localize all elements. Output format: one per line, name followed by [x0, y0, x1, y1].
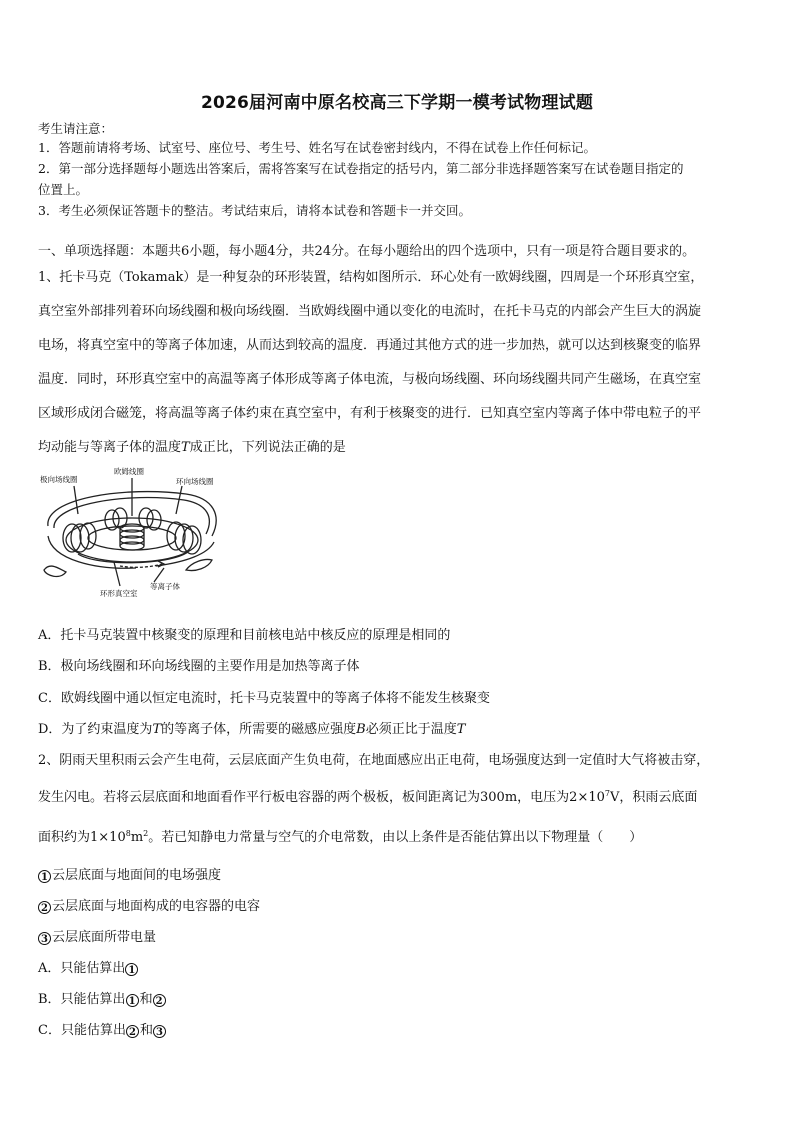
label-toroidal-coil: 环向场线圈	[176, 477, 214, 486]
section-heading: 一、单项选择题：本题共6小题，每小题4分，共24分。在每小题给出的四个选项中，只有一项是符合题目要求的。	[38, 244, 696, 259]
question-1-line-last: 均动能与等离子体的温度T成正比，下列说法正确的是	[38, 440, 346, 455]
distance-value: 300m	[480, 790, 518, 805]
question-2-option-b: B．只能估算出 1 和 2	[38, 988, 167, 1007]
circled-number: 2	[153, 994, 166, 1007]
question-1-option-b: B．极向场线圈和环向场线圈的主要作用是加热等离子体	[38, 659, 360, 674]
circled-number: 1	[125, 963, 138, 976]
question-1-line: 真空室外部排列着环向场线圈和极向场线圈．当欧姆线圈中通以变化的电流时，在托卡马克的内部会产生巨大的涡旋	[38, 304, 702, 319]
question-1-line: 温度．同时，环形真空室中的高温等离子体形成等离子体电流，与极向场线圈、环向场线圈共同产生磁场，在真空室	[38, 372, 702, 387]
question-1-option-c: C．欧姆线圈中通以恒定电流时，托卡马克装置中的等离子体将不能发生核聚变	[38, 691, 490, 706]
notice-item-2: 2．第一部分选择题每小题选出答案后，需将答案写在试卷指定的括号内，第二部分非选择题答案写在试卷题目指定的	[38, 161, 684, 176]
question-2-line-3: 面积约为$1\times 10^8m^2$。若已知静电力常量与空气的介电常数，由以上条件是否能估算出以下物理量（ ）	[38, 829, 643, 845]
page-title: 2026届河南中原名校高三下学期一模考试物理试题	[200, 93, 594, 113]
variable-T: T	[181, 440, 190, 455]
variable-B: B	[356, 722, 366, 737]
circled-number: 1	[38, 870, 51, 883]
question-2-option-a: A．只能估算出 1	[38, 957, 139, 976]
label-ohmic-coil: 欧姆线圈	[114, 467, 144, 476]
question-1-line: 电场，将真空室中的等离子体加速，从而达到较高的温度．再通过其他方式的进一步加热，就可以达到核聚变的临界	[38, 338, 702, 353]
tokamak-figure	[36, 458, 226, 598]
question-2-line-2: 发生闪电。若将云层底面和地面看作平行板电容器的两个极板，板间距离记为300m，电压为$2\times 10^7V$，积雨云底面	[38, 789, 698, 805]
question-2-option-c: C．只能估算出 2 和 3	[38, 1019, 167, 1038]
label-poloidal-coil: 极向场线圈	[40, 475, 78, 484]
notice-heading: 考生请注意：	[38, 121, 114, 136]
notice-item-1: 1．答题前请将考场、试室号、座位号、考生号、姓名写在试卷密封线内，不得在试卷上作任何标记。	[38, 140, 596, 155]
question-1-option-d: D．为了约束温度为T的等离子体，所需要的磁感应强度B必须正比于温度T	[38, 722, 466, 737]
question-1-stem	[38, 261, 758, 465]
circled-number: 1	[126, 994, 139, 1007]
notice-item-2-cont: 位置上。	[38, 182, 89, 197]
label-plasma: 等离子体	[150, 582, 180, 591]
circled-number: 2	[126, 1025, 139, 1038]
question-2-item-1: 1 云层底面与地面间的电场强度	[38, 864, 221, 883]
question-2-item-2: 2 云层底面与地面构成的电容器的电容	[38, 895, 260, 914]
label-vacuum-chamber: 环形真空室	[100, 589, 138, 598]
circled-number: 3	[38, 932, 51, 945]
notice-item-3: 3．考生必须保证答题卡的整洁。考试结束后，请将本试卷和答题卡一并交回。	[38, 203, 471, 218]
area-value: $1\times 10^8m^2$	[90, 829, 149, 845]
voltage-value: $2\times 10^7V$	[569, 789, 620, 805]
circled-number: 3	[153, 1025, 166, 1038]
variable-T: T	[456, 722, 466, 737]
variable-T: T	[152, 722, 162, 737]
question-1-line: 1、托卡马克（Tokamak）是一种复杂的环形装置，结构如图所示．环心处有一欧姆线圈，四周是一个环形真空室，	[38, 270, 704, 285]
circled-number: 2	[38, 901, 51, 914]
question-2-line-1: 2、阴雨天里积雨云会产生电荷，云层底面产生负电荷，在地面感应出正电荷，电场强度达到一定值时大气将被击穿，	[38, 753, 710, 768]
question-1-line: 区域形成闭合磁笼，将高温等离子体约束在真空室中，有利于核聚变的进行．已知真空室内等离子体中带电粒子的平	[38, 406, 702, 421]
question-2-item-3: 3 云层底面所带电量	[38, 926, 156, 945]
question-1-option-a: A．托卡马克装置中核聚变的原理和目前核电站中核反应的原理是相同的	[38, 628, 451, 643]
